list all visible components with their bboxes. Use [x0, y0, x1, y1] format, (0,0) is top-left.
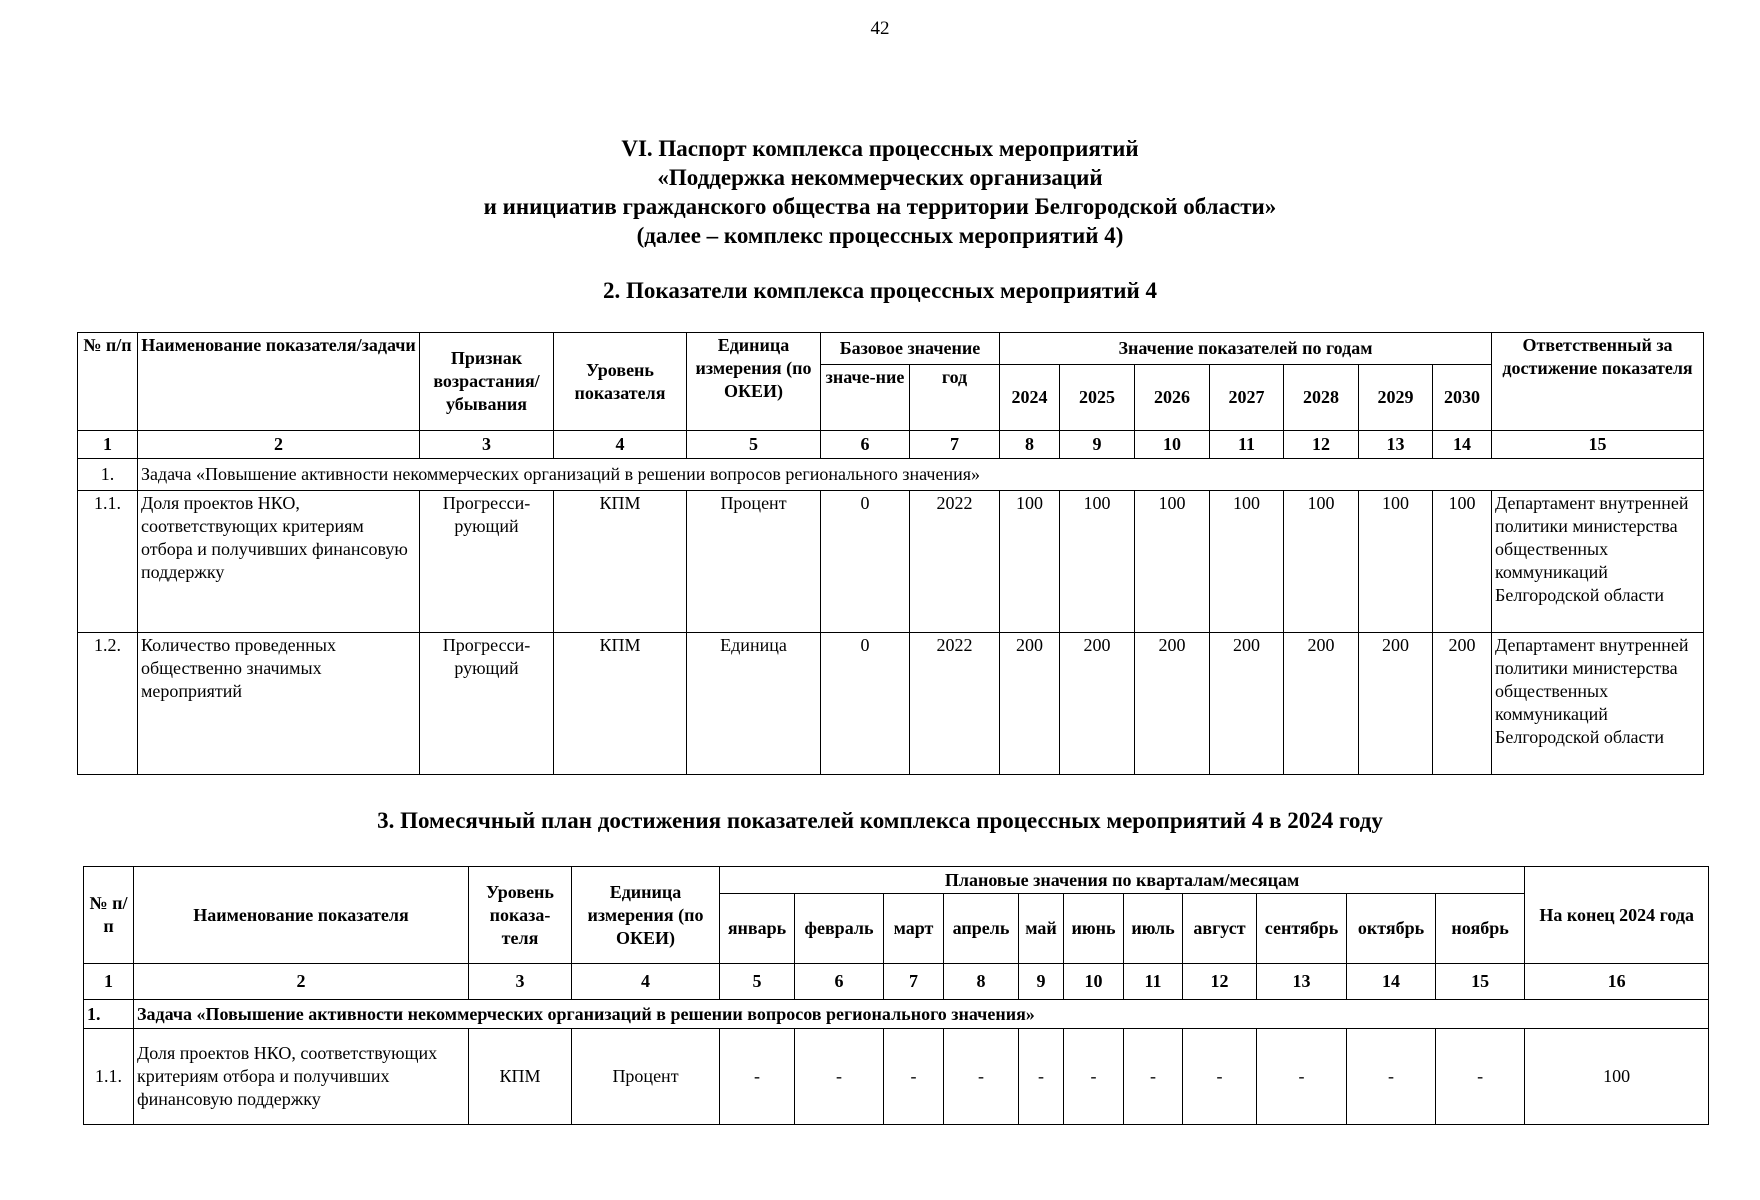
- header-num: № п/п: [84, 867, 134, 964]
- col-number: 4: [572, 964, 720, 1000]
- header-month: июнь: [1064, 894, 1124, 964]
- header-name: Наименование показателя/задачи: [138, 333, 420, 431]
- header-plan-group: Плановые значения по кварталам/месяцам: [720, 867, 1525, 894]
- header-month: сентябрь: [1257, 894, 1347, 964]
- col-number: 13: [1359, 431, 1433, 459]
- task-num: 1.: [78, 459, 138, 491]
- row-responsible: Департамент внутренней политики министерства общественных коммуникаций Белгородской области: [1492, 633, 1704, 775]
- row-name: Количество проведенных общественно значимых мероприятий: [138, 633, 420, 775]
- row-month-value: -: [1064, 1029, 1124, 1125]
- col-number: 4: [554, 431, 687, 459]
- header-month: октябрь: [1347, 894, 1436, 964]
- row-year-end: 100: [1525, 1029, 1709, 1125]
- header-year: 2026: [1135, 365, 1210, 431]
- title-line: (далее – комплекс процессных мероприятий 4): [636, 223, 1124, 248]
- row-value: 100: [1359, 491, 1433, 633]
- header-year: 2027: [1210, 365, 1284, 431]
- row-level: КПМ: [469, 1029, 572, 1125]
- header-years-group: Значение показателей по годам: [1000, 333, 1492, 365]
- table-row: [84, 1029, 1709, 1125]
- row-unit: Единица: [687, 633, 821, 775]
- header-year: 2028: [1284, 365, 1359, 431]
- title-line: VI. Паспорт комплекса процессных мероприятий: [621, 136, 1139, 161]
- row-sign: Прогресси-рующий: [420, 633, 554, 775]
- col-number: 11: [1210, 431, 1284, 459]
- col-number: 1: [78, 431, 138, 459]
- header-responsible: Ответственный за достижение показателя: [1492, 333, 1704, 431]
- indicators-table: [77, 332, 1704, 775]
- table-row: [78, 633, 1704, 775]
- header-month: май: [1019, 894, 1064, 964]
- header-num: № п/п: [78, 333, 138, 431]
- row-value: 100: [1284, 491, 1359, 633]
- col-number: 8: [1000, 431, 1060, 459]
- header-base-year: год: [910, 365, 1000, 431]
- header-unit: Единица измерения (по ОКЕИ): [687, 333, 821, 431]
- row-value: 200: [1135, 633, 1210, 775]
- row-month-value: -: [1347, 1029, 1436, 1125]
- row-value: 200: [1359, 633, 1433, 775]
- document-title: [0, 134, 1760, 250]
- row-level: КПМ: [554, 633, 687, 775]
- row-num: 1.1.: [84, 1029, 134, 1125]
- col-number: 12: [1284, 431, 1359, 459]
- header-base-value: значе-ние: [821, 365, 910, 431]
- header-month: ноябрь: [1436, 894, 1525, 964]
- header-month: февраль: [795, 894, 884, 964]
- row-base-year: 2022: [910, 491, 1000, 633]
- section2-heading: 2. Показатели комплекса процессных мероприятий 4: [603, 278, 1157, 303]
- row-name: Доля проектов НКО, соответствующих критериям отбора и получивших финансовую поддержку: [134, 1029, 469, 1125]
- header-month: январь: [720, 894, 795, 964]
- row-responsible: Департамент внутренней политики министерства общественных коммуникаций Белгородской области: [1492, 491, 1704, 633]
- row-month-value: -: [1183, 1029, 1257, 1125]
- col-number: 2: [134, 964, 469, 1000]
- col-number: 16: [1525, 964, 1709, 1000]
- row-month-value: -: [720, 1029, 795, 1125]
- row-unit: Процент: [572, 1029, 720, 1125]
- col-number: 13: [1257, 964, 1347, 1000]
- row-month-value: -: [884, 1029, 944, 1125]
- row-value: 100: [1135, 491, 1210, 633]
- row-level: КПМ: [554, 491, 687, 633]
- col-number: 15: [1492, 431, 1704, 459]
- row-value: 200: [1284, 633, 1359, 775]
- col-number: 9: [1060, 431, 1135, 459]
- title-line: «Поддержка некоммерческих организаций: [657, 165, 1103, 190]
- col-number: 7: [884, 964, 944, 1000]
- row-base-value: 0: [821, 633, 910, 775]
- task-num: 1.: [84, 1000, 134, 1029]
- header-year: 2025: [1060, 365, 1135, 431]
- row-value: 200: [1000, 633, 1060, 775]
- header-level: Уровень показателя: [554, 333, 687, 431]
- header-year-end: На конец 2024 года: [1525, 867, 1709, 964]
- col-number: 8: [944, 964, 1019, 1000]
- col-number: 10: [1135, 431, 1210, 459]
- row-value: 200: [1433, 633, 1492, 775]
- row-num: 1.1.: [78, 491, 138, 633]
- row-base-year: 2022: [910, 633, 1000, 775]
- title-line: и инициатив гражданского общества на территории Белгородской области»: [483, 194, 1277, 219]
- row-month-value: -: [1019, 1029, 1064, 1125]
- header-name: Наименование показателя: [134, 867, 469, 964]
- row-value: 200: [1060, 633, 1135, 775]
- section3-heading: 3. Помесячный план достижения показателей комплекса процессных мероприятий 4 в 2024 году: [377, 808, 1383, 833]
- col-number: 2: [138, 431, 420, 459]
- row-value: 100: [1433, 491, 1492, 633]
- col-number: 12: [1183, 964, 1257, 1000]
- task-text: Задача «Повышение активности некоммерческих организаций в решении вопросов регионального значения»: [138, 459, 1704, 491]
- row-month-value: -: [1436, 1029, 1525, 1125]
- row-month-value: -: [944, 1029, 1019, 1125]
- row-value: 100: [1210, 491, 1284, 633]
- col-number: 3: [469, 964, 572, 1000]
- header-unit: Единица измерения (по ОКЕИ): [572, 867, 720, 964]
- col-number: 5: [720, 964, 795, 1000]
- col-number: 7: [910, 431, 1000, 459]
- row-month-value: -: [1257, 1029, 1347, 1125]
- row-base-value: 0: [821, 491, 910, 633]
- row-value: 100: [1060, 491, 1135, 633]
- col-number: 10: [1064, 964, 1124, 1000]
- row-month-value: -: [1124, 1029, 1183, 1125]
- page-number: 42: [870, 18, 890, 39]
- header-base: Базовое значение: [821, 333, 1000, 365]
- col-number: 9: [1019, 964, 1064, 1000]
- row-name: Доля проектов НКО, соответствующих критериям отбора и получивших финансовую поддержку: [138, 491, 420, 633]
- header-year: 2030: [1433, 365, 1492, 431]
- task-text: Задача «Повышение активности некоммерческих организаций в решении вопросов регионального значения»: [134, 1000, 1709, 1029]
- header-month: август: [1183, 894, 1257, 964]
- header-month: март: [884, 894, 944, 964]
- header-year: 2024: [1000, 365, 1060, 431]
- col-number: 1: [84, 964, 134, 1000]
- table-row: [78, 491, 1704, 633]
- header-sign: Признак возрастания/ убывания: [420, 333, 554, 431]
- row-sign: Прогресси-рующий: [420, 491, 554, 633]
- col-number: 14: [1347, 964, 1436, 1000]
- col-number: 14: [1433, 431, 1492, 459]
- col-number: 3: [420, 431, 554, 459]
- col-number: 15: [1436, 964, 1525, 1000]
- header-year: 2029: [1359, 365, 1433, 431]
- header-month: апрель: [944, 894, 1019, 964]
- col-number: 5: [687, 431, 821, 459]
- header-month: июль: [1124, 894, 1183, 964]
- row-num: 1.2.: [78, 633, 138, 775]
- monthly-plan-table: [83, 866, 1709, 1125]
- row-value: 200: [1210, 633, 1284, 775]
- header-level: Уровень показа-теля: [469, 867, 572, 964]
- col-number: 11: [1124, 964, 1183, 1000]
- row-value: 100: [1000, 491, 1060, 633]
- row-unit: Процент: [687, 491, 821, 633]
- col-number: 6: [821, 431, 910, 459]
- col-number: 6: [795, 964, 884, 1000]
- row-month-value: -: [795, 1029, 884, 1125]
